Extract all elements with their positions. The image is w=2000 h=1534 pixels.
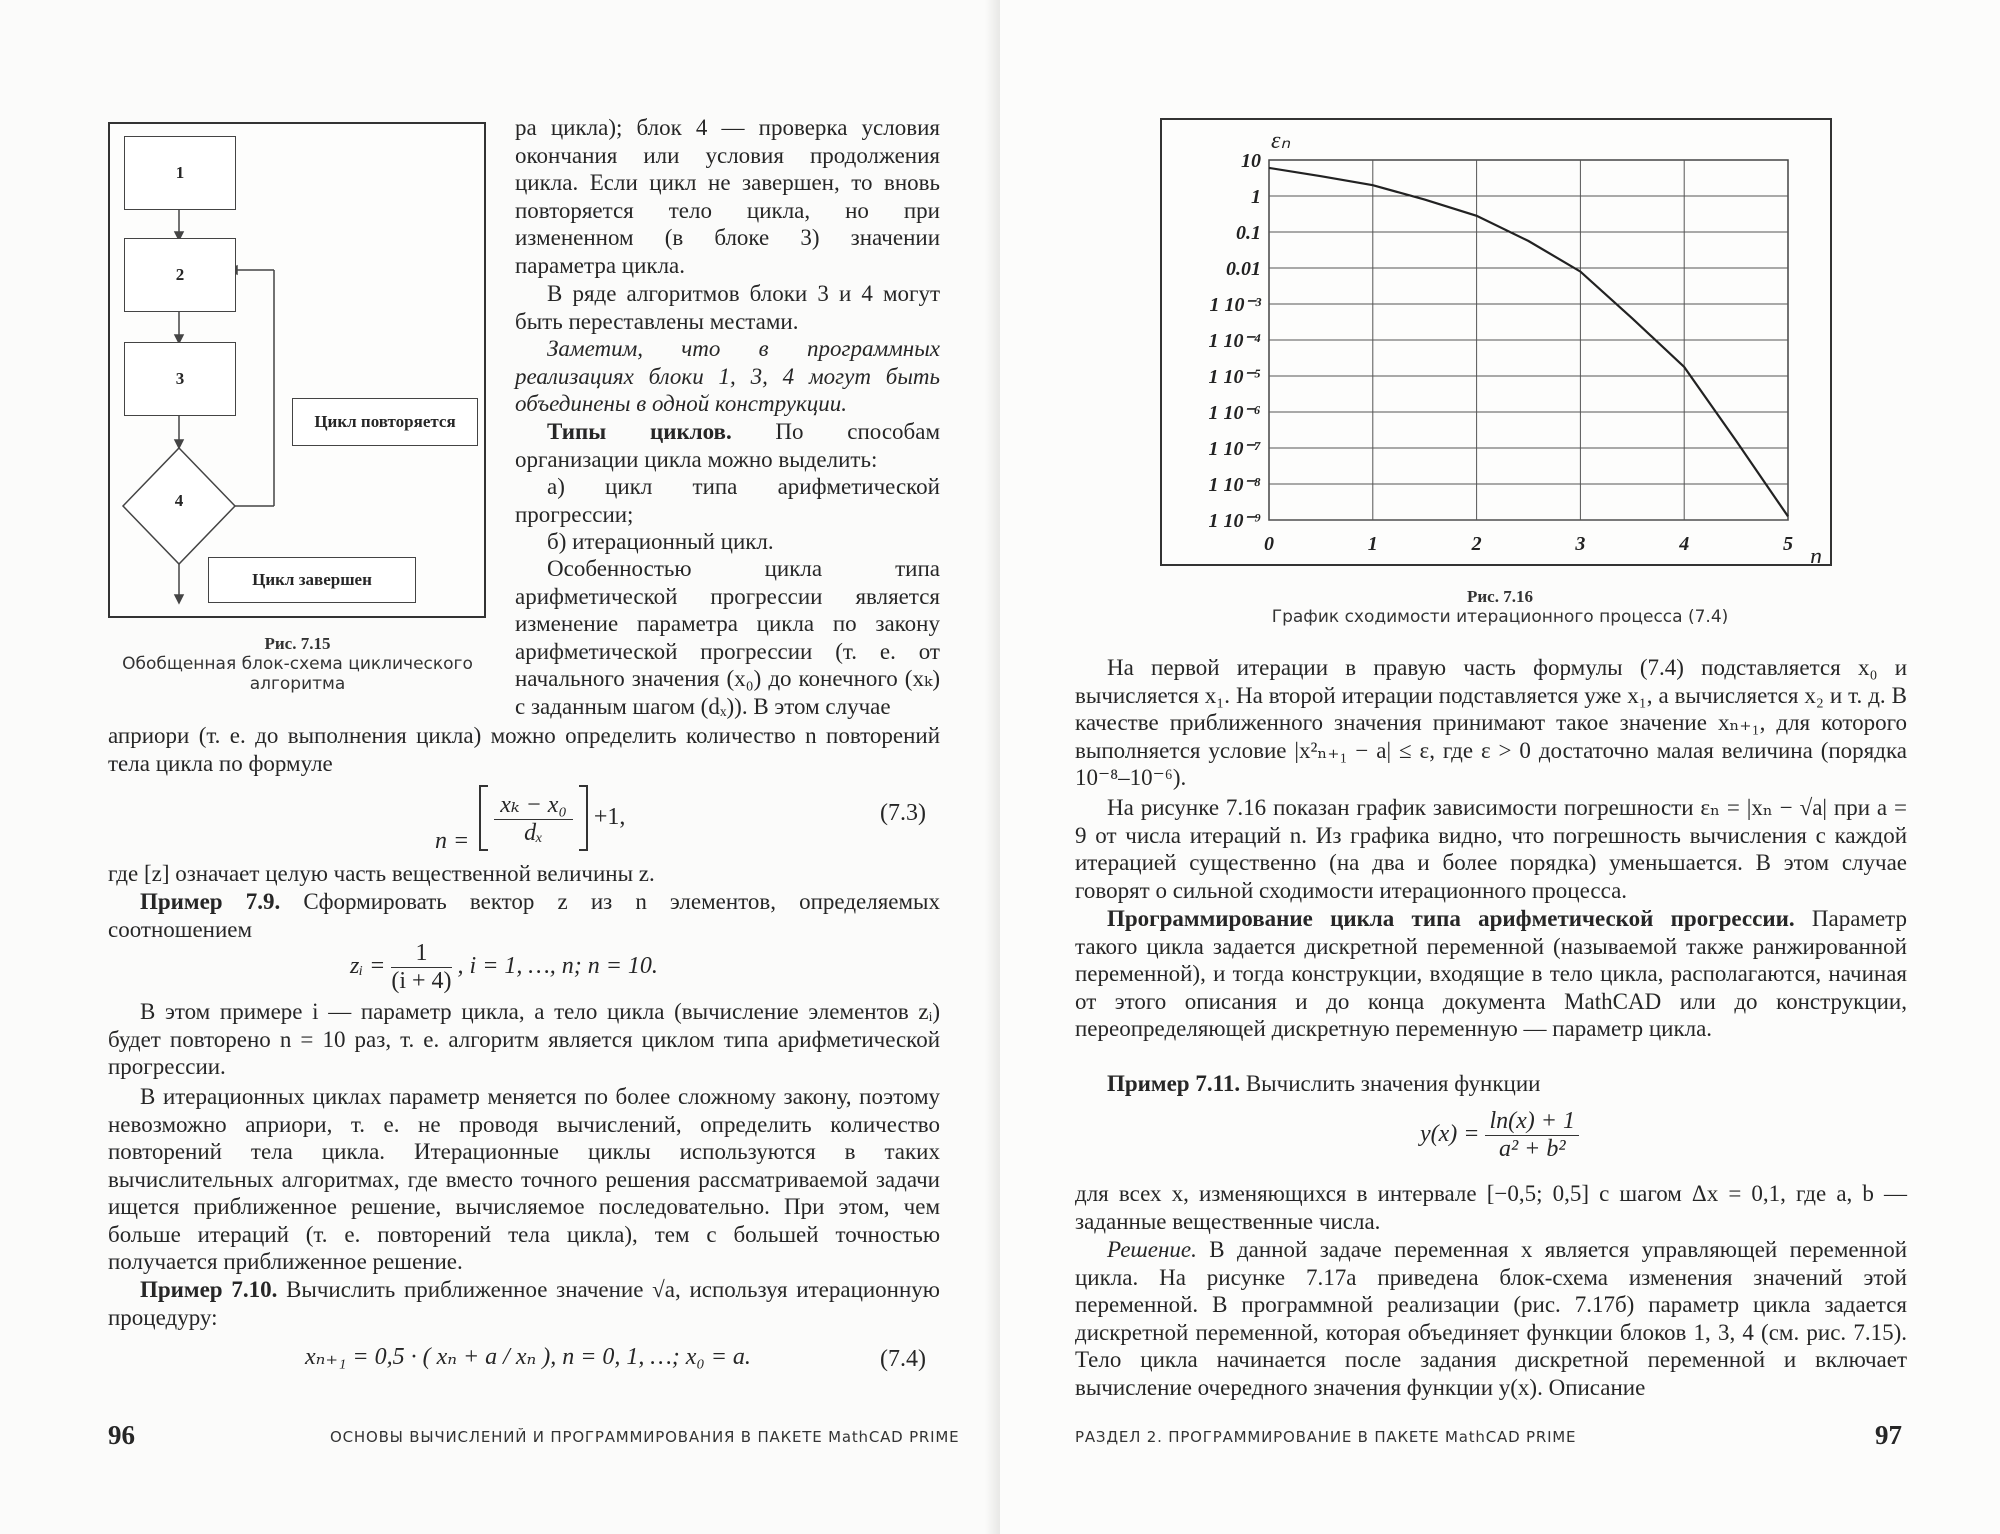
x-tick-label: 4 bbox=[1679, 533, 1690, 555]
y-tick-label: 1 10⁻⁹ bbox=[1208, 510, 1261, 532]
fraction-denominator: (i + 4) bbox=[391, 968, 452, 994]
example-head: Пример 7.11. bbox=[1107, 1071, 1241, 1096]
fraction-numerator: ln(x) + 1 bbox=[1485, 1108, 1579, 1136]
flow-block-1: 1 bbox=[124, 136, 236, 210]
example-head: Пример 7.9. bbox=[140, 889, 281, 914]
caption-line: Обобщенная блок-схема циклического bbox=[122, 654, 473, 674]
formula-rhs: +1, bbox=[593, 803, 626, 830]
x-tick-label: 3 bbox=[1575, 533, 1586, 555]
fraction-numerator: 1 bbox=[391, 940, 451, 968]
running-head: ОСНОВЫ ВЫЧИСЛЕНИЙ И ПРОГРАММИРОВАНИЯ В ПАКЕТЕ MathCAD PRIME bbox=[330, 1428, 960, 1446]
formula-7-4: xₙ₊₁ = 0,5 · ( xₙ + a / xₙ ), n = 0, 1, …; x₀ = a. bbox=[305, 1344, 751, 1370]
y-tick-label: 0.1 bbox=[1236, 222, 1261, 244]
y-tick-label: 1 10⁻³ bbox=[1209, 294, 1261, 316]
y-tick-label: 1 10⁻⁷ bbox=[1208, 438, 1261, 460]
caption-number: Рис. 7.15 bbox=[264, 634, 331, 653]
right-page bbox=[1000, 0, 2000, 1534]
types-head: Типы циклов. bbox=[547, 419, 732, 444]
y-axis-label: εₙ bbox=[1271, 128, 1291, 154]
formula-rest: , i = 1, …, n; n = 10. bbox=[457, 953, 658, 980]
paragraph: В итерационных циклах параметр меняется по более сложному закону, поэтому невозможно априори, т. е. не проводя вычислений, определить количество повторений тела цикла. Итерационные циклы используются в таких вычислительных алгоритмах, где вместо точного решения рассматриваемой задачи ищется приближенное решение, вычисляемое последовательно. При этом, чем больше итераций (т. е. повторений тела цикла), тем с большей точностью получается приближенное решение. bbox=[108, 1084, 940, 1274]
convergence-chart-frame bbox=[1160, 118, 1832, 566]
flow-block-2: 2 bbox=[124, 238, 236, 312]
italic-note: Заметим, что в программных реализациях блоки 1, 3, 4 могут быть объединены в одной конструкции. bbox=[515, 336, 940, 416]
cycle-done-label: Цикл завершен bbox=[208, 557, 416, 603]
formula-lhs: n = bbox=[435, 827, 470, 854]
types-text: По способам организации цикла можно выделить: bbox=[515, 419, 941, 472]
y-tick-label: 1 10⁻⁴ bbox=[1208, 330, 1261, 352]
paragraph: априори (т. е. до выполнения цикла) можно определить количество n повторений тела цикла по формуле bbox=[108, 723, 940, 776]
x-tick-label: 2 bbox=[1471, 533, 1482, 555]
y-tick-label: 1 bbox=[1251, 186, 1261, 208]
page-number: 97 bbox=[1875, 1420, 1902, 1450]
paragraph: В ряде алгоритмов блоки 3 и 4 могут быть переставлены местами. bbox=[515, 281, 940, 334]
paragraph bbox=[1075, 1070, 1907, 1098]
paragraph bbox=[108, 1276, 940, 1331]
caption-number: Рис. 7.16 bbox=[1467, 587, 1533, 606]
page-number: 96 bbox=[108, 1420, 135, 1450]
list-item: б) итерационный цикл. bbox=[547, 529, 774, 554]
figure-715-caption bbox=[105, 634, 490, 694]
solution-head: Решение. bbox=[1107, 1237, 1197, 1262]
formula-lhs: zᵢ = bbox=[350, 953, 386, 980]
caption-line: График сходимости итерационного процесса (7.4) bbox=[1271, 607, 1729, 627]
paragraph: Особенностью цикла типа арифметической прогрессии является изменение параметра цикла по закону арифметической прогрессии (т. е. от начального значения (x₀) до конечного (xₖ) с заданным шагом (dₓ)). В этом случае bbox=[515, 556, 940, 719]
y-tick-label: 0.01 bbox=[1226, 258, 1261, 280]
example-head: Пример 7.10. bbox=[140, 1277, 278, 1302]
x-tick-label: 5 bbox=[1783, 533, 1793, 555]
fraction-denominator: dₓ bbox=[524, 819, 543, 846]
flow-block-4: 4 bbox=[174, 491, 184, 510]
paragraph bbox=[515, 418, 940, 473]
convergence-chart bbox=[1162, 120, 1829, 563]
equation-number: (7.3) bbox=[880, 800, 926, 826]
cycle-repeats-label: Цикл повторяется bbox=[292, 398, 478, 446]
formula-z bbox=[350, 940, 658, 995]
solution-text: В данной задаче переменная x является управляющей переменной цикла. На рисунке 7.17а приведена блок-схема изменения значений этой переменной. В программной реализации (рис. 7.17б) параметр цикла задается дискретной переменной, которая объединяет функции блоков 1, 3, 4 (см. рис. 7.15). Тело цикла начинается после задания дискретной переменной и включает вычисление очередного значения функции y(x). Описание bbox=[1075, 1237, 1908, 1400]
paragraph bbox=[1075, 905, 1907, 1043]
paragraph: В этом примере i — параметр цикла, а тело цикла (вычисление элементов zᵢ) будет повторено n = 10 раз, т. е. алгоритм является циклом типа арифметической прогрессии. bbox=[108, 999, 940, 1079]
fraction-numerator: xₖ − x₀ bbox=[494, 790, 573, 820]
caption-line: алгоритма bbox=[249, 674, 346, 694]
list-item: а) цикл типа арифметической прогрессии; bbox=[515, 474, 940, 527]
flowchart-figure bbox=[108, 122, 486, 618]
example-text: Сформировать вектор z из n элементов, определяемых соотношением bbox=[108, 889, 941, 942]
paragraph bbox=[108, 888, 940, 943]
figure-716-caption bbox=[1230, 587, 1770, 627]
flow-block-3: 3 bbox=[124, 342, 236, 416]
x-axis-label: n bbox=[1810, 544, 1822, 563]
paragraph: На рисунке 7.16 показан график зависимости погрешности εₙ = |xₙ − √a| при a = 9 от числа итераций n. Из графика видно, что погрешность вычисления с каждой итерацией существенно (на два и более порядка) уменьшается. В этом случае говорят о сильной сходимости итерационного процесса. bbox=[1075, 795, 1907, 903]
paragraph bbox=[1075, 1236, 1907, 1401]
x-tick-label: 1 bbox=[1367, 533, 1378, 555]
x-tick-label: 0 bbox=[1264, 533, 1274, 555]
y-tick-label: 1 10⁻⁸ bbox=[1208, 474, 1261, 496]
y-tick-label: 10 bbox=[1241, 150, 1261, 172]
paragraph: для всех x, изменяющихся в интервале [−0,5; 0,5] с шагом Δx = 0,1, где a, b — заданные вещественные числа. bbox=[1075, 1181, 1907, 1234]
formula-lhs: y(x) = bbox=[1420, 1121, 1480, 1148]
fraction-denominator: a² + b² bbox=[1498, 1136, 1566, 1162]
example-text: Вычислить приближенное значение √a, используя итерационную процедуру: bbox=[108, 1277, 940, 1330]
example-text: Вычислить значения функции bbox=[1245, 1071, 1541, 1096]
prog-head: Программирование цикла типа арифметической прогрессии. bbox=[1107, 906, 1795, 931]
formula-7-3 bbox=[435, 785, 626, 854]
formula-y bbox=[1420, 1108, 1579, 1163]
running-head: РАЗДЕЛ 2. ПРОГРАММИРОВАНИЕ В ПАКЕТЕ MathCAD PRIME bbox=[1075, 1428, 1577, 1446]
y-tick-label: 1 10⁻⁶ bbox=[1208, 402, 1261, 424]
paragraph: где [z] означает целую часть вещественной величины z. bbox=[108, 861, 655, 886]
error-curve bbox=[1269, 168, 1788, 517]
prog-text: Параметр такого цикла задается дискретной переменной (называемой также ранжированной переменной), и тогда конструкции, входящие в тело цикла, располагаются, начиная от этого описания и до конца документа MathCAD или до конструкции, переопределяющей дискретную переменную — параметр цикла. bbox=[1075, 906, 1908, 1041]
paragraph: ра цикла); блок 4 — проверка условия окончания или условия продолжения цикла. Если цикл не завершен, то вновь повторяется тело цикла, но при измененном (в блоке 3) значении параметра цикла. bbox=[515, 115, 940, 278]
paragraph: На первой итерации в правую часть формулы (7.4) подставляется x₀ и вычисляется x₁. На второй итерации подставляется уже x₁, а вычисляется x₂ и т. д. В качестве приближенного значения принимают такое значение xₙ₊₁, для которого выполняется условие |x²ₙ₊₁ − a| ≤ ε, где ε > 0 достаточно малая величина (порядка 10⁻⁸–10⁻⁶). bbox=[1075, 655, 1907, 790]
equation-number: (7.4) bbox=[880, 1346, 926, 1372]
y-tick-label: 1 10⁻⁵ bbox=[1208, 366, 1261, 388]
